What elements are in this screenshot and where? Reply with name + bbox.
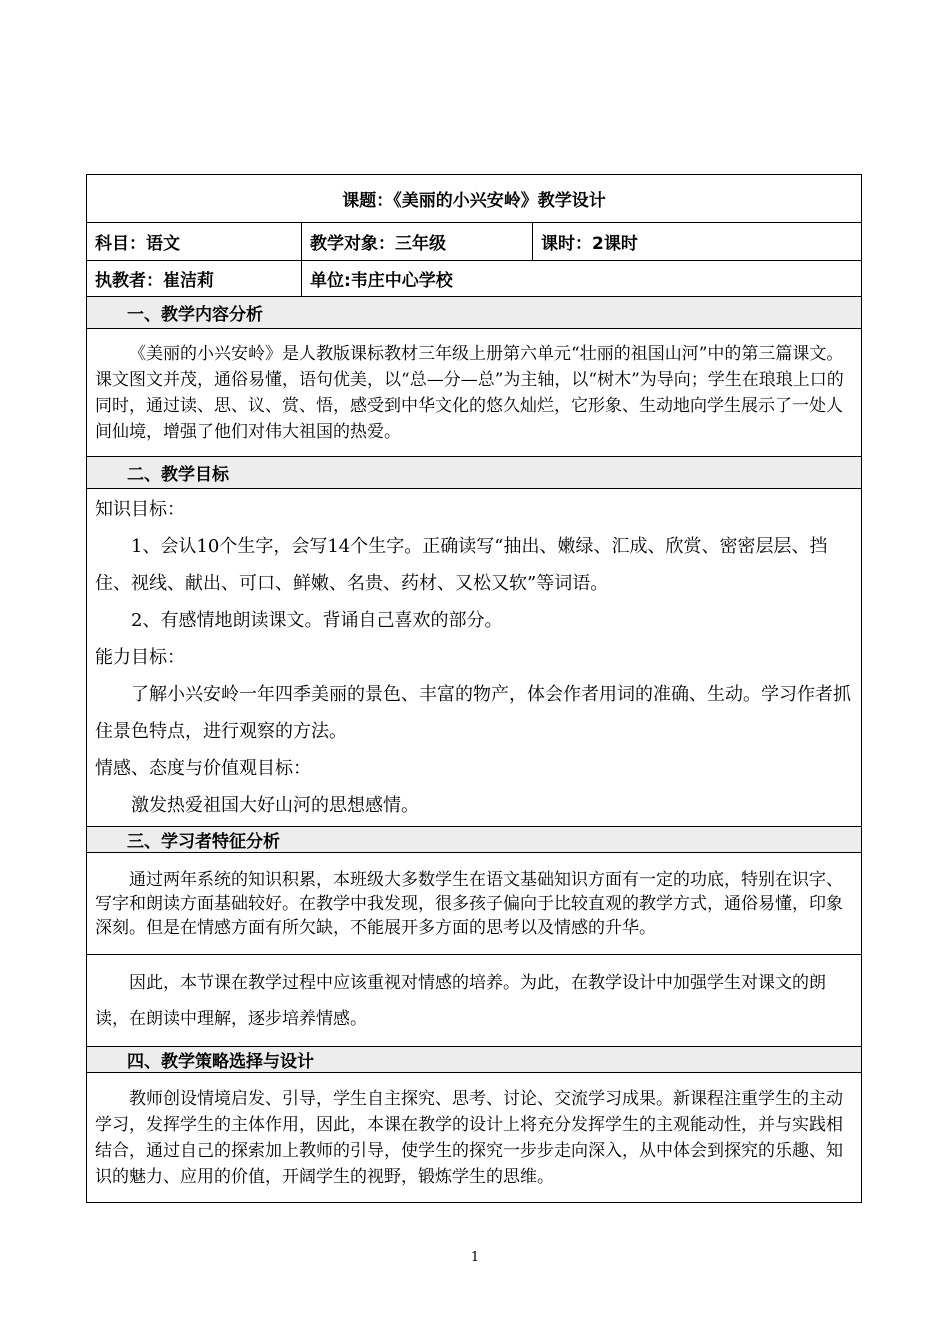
learner-analysis-text-1: 通过两年系统的知识积累，本班级大多数学生在语文基础知识方面有一定的功底，特别在识字、写字和朗读方面基础较好。在教学中我发现，很多孩子偏向于比较直观的教学方式，通俗易懂，印象深刻。但是在情感方面有所欠缺，不能展开多方面的思考以及情感的升华。 [87,853,862,955]
audience-cell: 教学对象：三年级 [302,223,533,261]
knowledge-label: 知识目标： [95,499,185,520]
page-number: 1 [470,1250,480,1265]
lesson-plan-table [86,174,862,1203]
knowledge-item-1: 1、会认10个生字，会写14个生字。正确读写“抽出、嫩绿、汇成、欣赏、密密层层、挡住、视线、献出、可口、鲜嫩、名贵、药材、又松又软”等词语。 [95,536,828,594]
content-analysis-text: 《美丽的小兴安岭》是人教版课标教材三年级上册第六单元“壮丽的祖国山河”中的第三篇课文。课文图文并茂，通俗易懂，语句优美，以“总—分—总”为主轴，以“树木”为导向；学生在琅琅上口的同时，通过读、思、议、赏、悟，感受到中华文化的悠久灿烂，它形象、生动地向学生展示了一处人间仙境，增强了他们对伟大祖国的热爱。 [87,329,862,457]
document-title: 课题：《美丽的小兴安岭》教学设计 [87,175,862,223]
emotion-item-1: 激发热爱祖国大好山河的思想感情。 [131,795,419,816]
section-heading-strategy: 四、教学策略选择与设计 [87,1047,862,1073]
strategy-text: 教师创设情境启发、引导，学生自主探究、思考、讨论、交流学习成果。新课程注重学生的主动学习，发挥学生的主体作用，因此，本课在教学的设计上将充分发挥学生的主观能动性，并与实践相结合，通过自己的探索加上教师的引导，使学生的探究一步步走向深入，从中体会到探究的乐趣、知识的魅力、应用的价值，开阔学生的视野，锻炼学生的思维。 [87,1073,862,1203]
ability-label: 能力目标： [95,647,185,668]
section-heading-learner-analysis: 三、学习者特征分析 [87,827,862,853]
learner-analysis-text-2: 因此，本节课在教学过程中应该重视对情感的培养。为此，在教学设计中加强学生对课文的朗读，在朗读中理解，逐步培养情感。 [87,955,862,1047]
knowledge-item-2: 2、有感情地朗读课文。背诵自己喜欢的部分。 [131,610,503,631]
ability-item-1: 了解小兴安岭一年四季美丽的景色、丰富的物产，体会作者用词的准确、生动。学习作者抓住景色特点，进行观察的方法。 [95,684,851,742]
subject-cell: 科目：语文 [87,223,302,261]
hours-cell: 课时：2课时 [533,223,862,261]
section-heading-objectives: 二、教学目标 [87,457,862,489]
section-heading-content-analysis: 一、教学内容分析 [87,297,862,329]
emotion-label: 情感、态度与价值观目标： [95,758,311,779]
objectives-cell [87,489,862,827]
unit-cell: 单位:韦庄中心学校 [302,261,862,297]
teacher-cell: 执教者：崔洁莉 [87,261,302,297]
